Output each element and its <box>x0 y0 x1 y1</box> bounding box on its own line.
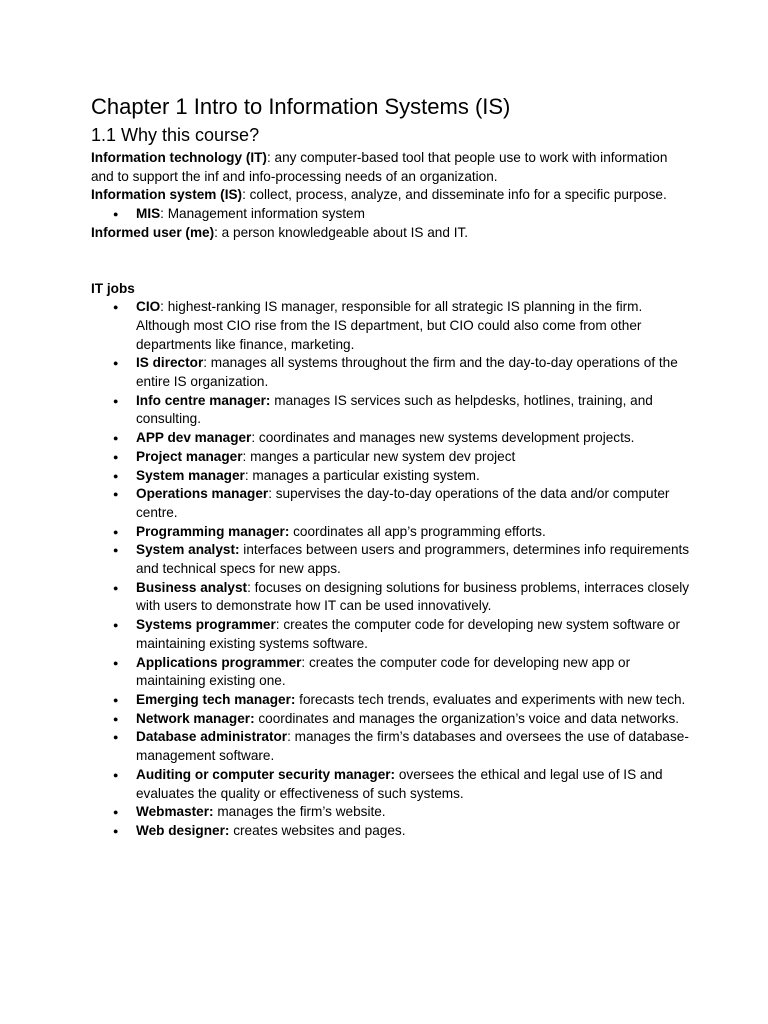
list-item-term: Webmaster: <box>136 804 214 820</box>
list-item <box>91 298 691 354</box>
list-item-term: Programming manager: <box>136 523 290 539</box>
list-item <box>91 392 691 429</box>
list-item-text: : creates the computer code for developing new app or maintaining existing one. <box>136 654 631 689</box>
list-item-term: System analyst: <box>136 542 240 558</box>
definition-it <box>91 149 691 186</box>
list-item-text: : manages a particular existing system. <box>244 467 480 483</box>
list-item <box>91 485 691 522</box>
it-jobs-heading-text: IT jobs <box>91 280 135 296</box>
list-item-term: Operations manager <box>136 486 269 502</box>
list-item-term: Project manager <box>136 448 243 464</box>
list-item <box>91 429 691 448</box>
list-item-text: : creates the computer code for developing new system software or maintaining existing systems software. <box>136 617 681 651</box>
list-item-term: Info centre manager: <box>136 392 271 408</box>
list-item <box>91 354 691 391</box>
list-item <box>91 541 691 578</box>
list-item-term: CIO <box>136 299 161 315</box>
list-item <box>91 691 691 710</box>
list-item-text: forecasts tech trends, evaluates and experiments with new tech. <box>295 691 686 707</box>
list-item-term: IS director <box>136 355 204 371</box>
definition-term: Informed user (me) <box>91 224 215 240</box>
list-item-term: Web designer: <box>136 822 230 838</box>
list-item-term: Database administrator <box>136 729 288 745</box>
definition-term: Information system (IS) <box>91 187 243 203</box>
list-item-text: creates websites and pages. <box>229 822 406 838</box>
list-item <box>91 728 691 765</box>
definition-is <box>91 186 691 205</box>
list-item-text: oversees the ethical and legal use of IS and evaluates the quality or effectiveness of such systems. <box>136 766 663 801</box>
list-item <box>91 205 691 224</box>
chapter-title: Chapter 1 Intro to Information Systems (IS) <box>91 94 511 119</box>
list-item-text: : focuses on designing solutions for business problems, interraces closely with users to demonstrate how IT can be used innovatively. <box>136 579 690 614</box>
list-item-text: coordinates and manages the organization’s voice and data networks. <box>254 710 680 726</box>
list-item <box>91 616 691 653</box>
list-item-text: : Management information system <box>160 206 365 222</box>
definition-text: : collect, process, analyze, and disseminate info for a specific purpose. <box>242 187 667 203</box>
list-item-term: System manager <box>136 467 245 483</box>
list-item <box>91 654 691 691</box>
list-item <box>91 523 691 542</box>
list-item-term: APP dev manager <box>136 430 252 446</box>
list-item <box>91 710 691 729</box>
list-item-term: Systems programmer <box>136 617 276 633</box>
definition-text: : a person knowledgeable about IS and IT. <box>214 224 469 240</box>
definition-informed-user <box>91 224 691 243</box>
list-item-text: coordinates all app’s programming efforts. <box>289 523 546 539</box>
blank-lines <box>91 243 691 280</box>
list-item-text: interfaces between users and programmers, determines info requirements and technical specs for new apps. <box>136 542 690 577</box>
list-item-term: Emerging tech manager: <box>136 691 296 707</box>
document-body <box>91 91 691 841</box>
section-heading: 1.1 Why this course? <box>91 125 260 145</box>
list-item <box>91 579 691 616</box>
list-item-text: : manges a particular new system dev project <box>242 448 516 464</box>
definition-text: : any computer-based tool that people use to work with information and to support the inf and info-processing needs of an organization. <box>91 150 668 184</box>
definition-term: Information technology (IT) <box>91 150 267 165</box>
list-item-text: manages the firm’s website. <box>213 804 386 820</box>
it-jobs-list <box>91 298 691 840</box>
list-item <box>91 766 691 803</box>
list-item-term: Auditing or computer security manager: <box>136 766 396 782</box>
list-item <box>91 822 691 841</box>
list-item-text: manages IS services such as helpdesks, hotlines, training, and consulting. <box>136 392 653 427</box>
list-item-term: Business analyst <box>136 579 248 595</box>
list-item-text: : coordinates and manages new systems development projects. <box>251 430 635 446</box>
list-item <box>91 448 691 467</box>
list-item-text: : supervises the day-to-day operations of the data and/or computer centre. <box>136 486 670 520</box>
list-item-term: MIS <box>136 206 161 222</box>
list-item-text: : highest-ranking IS manager, responsible for all strategic IS planning in the firm. Although most CIO rise from the IS department, but CIO could also come from other departments like finance, marketing. <box>136 299 643 352</box>
it-jobs-heading <box>91 280 691 299</box>
list-item-term: Network manager: <box>136 710 255 726</box>
list-item-term: Applications programmer <box>136 654 302 670</box>
list-item-text: : manages all systems throughout the firm and the day-to-day operations of the entire IS organization. <box>136 355 678 390</box>
mis-list <box>91 205 691 224</box>
list-item <box>91 803 691 822</box>
list-item-text: : manages the firm’s databases and oversees the use of database-management software. <box>136 729 689 764</box>
list-item <box>91 467 691 486</box>
